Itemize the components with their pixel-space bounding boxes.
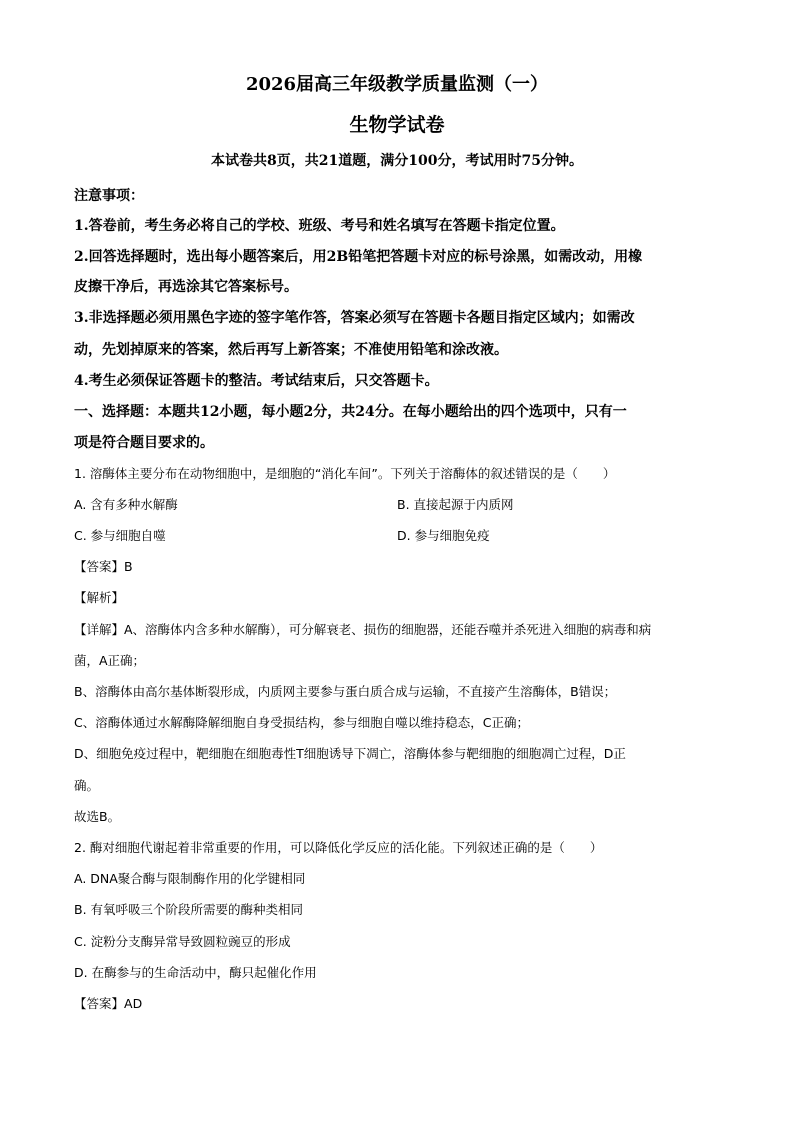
question-1-analysis-label: 【解析】 <box>74 590 125 605</box>
question-1-detail-6: 确。 <box>74 778 100 793</box>
section-1-heading-line1: 一、选择题：本题共12小题，每小题2分，共24分。在每小题给出的四个选项中，只有一 <box>74 404 627 420</box>
question-2-option-d: D. 在酶参与的生命活动中，酶只起催化作用 <box>74 965 317 980</box>
note-2-line1: 2.回答选择题时，选出每小题答案后，用2B铅笔把答题卡对应的标号涂黑，如需改动，用橡 <box>74 249 643 265</box>
exam-subject: 生物学试卷 <box>349 114 445 136</box>
note-2-line2: 皮擦干净后，再选涂其它答案标号。 <box>74 279 298 295</box>
question-1-conclusion: 故选B。 <box>74 809 121 824</box>
question-1-detail-5: D、细胞免疫过程中，靶细胞在细胞毒性T细胞诱导下凋亡，溶酶体参与靶细胞的细胞凋亡过程，D正 <box>74 746 626 761</box>
question-1-detail-3: B、溶酶体由高尔基体断裂形成，内质网主要参与蛋白质合成与运输，不直接产生溶酶体，B错误； <box>74 684 617 699</box>
question-1-answer <box>74 557 133 575</box>
question-1-option-c: C. 参与细胞自噬 <box>74 528 166 543</box>
question-2-stem: 2. 酶对细胞代谢起着非常重要的作用，可以降低化学反应的活化能。下列叙述正确的是（ ） <box>74 840 603 855</box>
note-4: 4.考生必须保证答题卡的整洁。考试结束后，只交答题卡。 <box>74 373 439 389</box>
question-2-option-a: A. DNA聚合酶与限制酶作用的化学键相同 <box>74 871 306 886</box>
question-1-option-b: B. 直接起源于内质网 <box>397 497 514 512</box>
exam-title: 2026届高三年级教学质量监测（一） <box>245 74 549 95</box>
question-1-option-a: A. 含有多种水解酶 <box>74 497 178 512</box>
section-1-heading-line2: 项是符合题目要求的。 <box>74 435 214 451</box>
question-2-answer <box>74 994 142 1012</box>
answer-value: AD <box>124 996 143 1011</box>
note-3-line2: 动，先划掉原来的答案，然后再写上新答案；不准使用铅笔和涂改液。 <box>74 342 508 358</box>
question-1-detail-1: 【详解】A、溶酶体内含多种水解酶），可分解衰老、损伤的细胞器，还能吞噬并杀死进入细胞的病毒和病 <box>74 622 652 637</box>
question-2-option-b: B. 有氧呼吸三个阶段所需要的酶种类相同 <box>74 902 304 917</box>
question-1-option-d: D. 参与细胞免疫 <box>397 528 490 543</box>
question-1-stem: 1. 溶酶体主要分布在动物细胞中，是细胞的“消化车间”。下列关于溶酶体的叙述错误的是（ ） <box>74 466 616 481</box>
question-1-detail-4: C、溶酶体通过水解酶降解细胞自身受损结构，参与细胞自噬以维持稳态，C正确； <box>74 715 529 730</box>
exam-info: 本试卷共8页，共21道题，满分100分，考试用时75分钟。 <box>211 153 583 169</box>
notes-heading: 注意事项： <box>74 188 144 204</box>
note-3-line1: 3.非选择题必须用黑色字迹的签字笔作答，答案必须写在答题卡各题目指定区域内；如需改 <box>74 310 635 326</box>
answer-label: 【答案】 <box>74 559 125 574</box>
question-2-option-c: C. 淀粉分支酶异常导致圆粒豌豆的形成 <box>74 934 291 949</box>
note-1: 1.答卷前，考生务必将自己的学校、班级、考号和姓名填写在答题卡指定位置。 <box>74 218 565 234</box>
question-1-detail-2: 菌，A正确； <box>74 653 146 668</box>
answer-label: 【答案】 <box>74 996 125 1011</box>
answer-value: B <box>124 559 133 574</box>
